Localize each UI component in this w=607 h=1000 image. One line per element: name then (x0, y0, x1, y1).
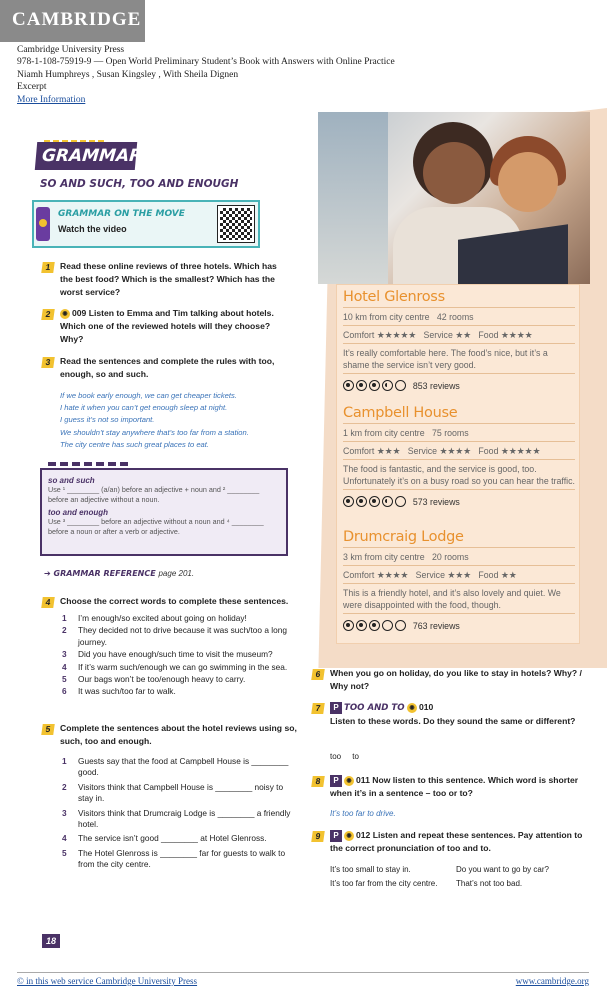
book-metadata (17, 44, 395, 106)
comfort-rating: Comfort ★★★ (343, 446, 401, 456)
question-number: 8 (311, 776, 325, 787)
audio-icon[interactable]: ◉ (344, 831, 354, 841)
question-number: 5 (41, 724, 55, 735)
question-number: 2 (41, 309, 55, 320)
question-4-text: Choose the correct words to complete these sentences. (60, 596, 289, 606)
question-7-text: Listen to these words. Do they sound the same or different? (330, 716, 576, 726)
review-count: 763 reviews (412, 620, 460, 631)
question-8-text: Now listen to this sentence. Which word is shorter when it’s in a sentence – too or to? (330, 775, 579, 798)
example-sentence: I hate it when you can’t get enough sleep at night. (60, 403, 228, 413)
rule-heading: so and such (48, 476, 95, 485)
book-title: 978-1-108-75919-9 — Open World Preliminary Student’s Book with Answers with Online Practice (17, 57, 395, 68)
question-number: 1 (41, 262, 55, 273)
rule-body: Use ¹ ________ (a/an) before an adjective + noun and ² ________ before an adjective without a noun. (48, 485, 260, 504)
example-sentence: The city centre has such great places to eat. (60, 439, 210, 449)
section-subtitle: SO AND SUCH, TOO AND ENOUGH (40, 178, 239, 190)
grammar-on-the-move-box[interactable] (32, 200, 260, 248)
question-number: 4 (41, 597, 55, 608)
cambridge-logo: CAMBRIDGE (0, 0, 145, 42)
audio-icon[interactable]: ◉ (344, 776, 354, 786)
review-text: It’s really comfortable here. The food’s nice, but it’s a shame the service isn’t very good. (343, 348, 548, 370)
food-rating: Food ★★★★★ (478, 446, 541, 456)
footer-divider (17, 972, 589, 973)
review-count: 573 reviews (412, 496, 460, 507)
question-3-text: Read the sentences and complete the rules with too, enough, so and such. (60, 356, 275, 379)
comfort-rating: Comfort ★★★★ (343, 570, 409, 580)
question-7-words: too to (330, 752, 359, 761)
example-sentence: I guess it’s not so important. (60, 415, 155, 425)
list-item: 3 Visitors think that Drumcraig Lodge is ________ a friendly hotel. (62, 807, 291, 830)
excerpt-label: Excerpt (17, 82, 47, 93)
service-rating: Service ★★★★ (407, 446, 472, 456)
question-8-example: It’s too far to drive. (330, 809, 396, 818)
watch-video-link[interactable]: Watch the video (58, 224, 127, 234)
grammar-reference-page: page 201. (158, 569, 195, 578)
rules-box (40, 468, 288, 556)
list-item: 1 I’m enough/so excited about going on holiday! (62, 613, 247, 623)
question-9 (330, 829, 592, 855)
distance: 3 km from city centre (343, 552, 425, 562)
list-item: 4 The service isn’t good ________ at Hotel Glenross. (62, 833, 267, 844)
phone-icon (36, 207, 50, 241)
hotel-reviews-panel (336, 284, 580, 644)
rule-heading: too and enough (48, 508, 108, 517)
review-rating (343, 380, 575, 391)
review-rating (343, 496, 575, 507)
list-item: 3 Did you have enough/such time to visit the museum? (62, 649, 273, 660)
question-7 (330, 701, 592, 728)
service-rating: Service ★★ (423, 330, 472, 340)
question-8 (330, 774, 592, 800)
rooms: 20 rooms (431, 552, 469, 562)
section-title: GRAMMAR (35, 142, 137, 170)
question-9-text: Listen and repeat these sentences. Pay attention to the correct pronunciation of too and to. (330, 830, 583, 853)
hotel-name: Hotel Glenross (343, 289, 445, 305)
hotel-name: Drumcraig Lodge (343, 529, 464, 545)
hotel-review-campbell (343, 405, 575, 507)
example-sentence: If we book early enough, we can get cheaper tickets. (60, 391, 237, 400)
food-rating: Food ★★ (478, 570, 517, 580)
grammar-reference-label: GRAMMAR REFERENCE (53, 569, 156, 578)
copyright-link[interactable]: © in this web service Cambridge University Press (17, 976, 198, 986)
list-item: 2 Visitors think that Campbell House is ________ noisy to stay in. (62, 781, 284, 804)
footer (17, 976, 589, 986)
question-4-items (62, 613, 298, 699)
audio-track: 010 (419, 702, 434, 712)
question-number: 3 (41, 357, 55, 368)
website-link[interactable]: www.cambridge.org (515, 976, 589, 986)
hotel-review-glenross (343, 289, 575, 391)
question-number: 6 (311, 669, 325, 680)
list-item: 2 They decided not to drive because it was such/too a long journey. (62, 625, 287, 647)
pronunciation-icon: P (330, 830, 342, 842)
comfort-rating: Comfort ★★★★★ (343, 330, 417, 340)
audio-track: 009 (72, 308, 87, 318)
question-2 (60, 307, 292, 346)
grammar-on-the-move-label: GRAMMAR ON THE MOVE (58, 209, 185, 219)
service-rating: Service ★★★ (415, 570, 472, 580)
rooms: 42 rooms (436, 312, 474, 322)
list-item: 6 It was such/too far to walk. (62, 686, 176, 697)
list-item: 4 If it’s warm such/enough we can go swimming in the sea. (62, 661, 288, 672)
audio-track: 011 (356, 775, 370, 785)
question-6-text: When you go on holiday, do you like to stay in hotels? Why? / Why not? (330, 668, 582, 691)
distance: 10 km from city centre (343, 312, 430, 322)
qr-code-icon[interactable] (218, 206, 254, 242)
question-9-sentence: It’s too small to stay in. (330, 865, 411, 874)
rooms: 75 rooms (431, 428, 469, 438)
audio-track: 012 (356, 830, 371, 840)
authors: Niamh Humphreys , Susan Kingsley , With Sheila Dignen (17, 69, 239, 80)
question-5-items (62, 756, 298, 872)
review-text: The food is fantastic, and the service is good, too. Unfortunately it’s on a busy road so you can hear the traffic. (343, 464, 575, 486)
question-9-sentence: Do you want to go by car? (456, 865, 549, 874)
audio-icon[interactable]: ◉ (407, 703, 417, 713)
grammar-reference[interactable]: ➔ GRAMMAR REFERENCE page 201. (44, 569, 195, 578)
list-item: 5 Our bags won’t be too/enough heavy to carry. (62, 674, 246, 685)
hotel-review-drumcraig (343, 529, 575, 631)
list-item: 5 The Hotel Glenross is ________ far for guests to walk to from the city centre. (62, 847, 286, 870)
example-sentences (60, 390, 249, 451)
pronunciation-icon: P (330, 702, 342, 714)
list-item: 1 Guests say that the food at Campbell House is ________ good. (62, 756, 289, 778)
question-9-sentence: It’s too far from the city centre. (330, 879, 438, 888)
question-number: 9 (311, 831, 325, 842)
students-photo (318, 112, 590, 284)
page-number: 18 (42, 934, 60, 948)
publisher: Cambridge University Press (17, 45, 125, 55)
audio-icon[interactable]: ◉ (60, 309, 70, 319)
question-7-title: TOO AND TO (344, 703, 405, 713)
distance: 1 km from city centre (343, 428, 425, 438)
rules-decoration (48, 462, 128, 466)
review-text: This is a friendly hotel, and it’s also lovely and quiet. We were disappointed with the food, though. (343, 588, 561, 610)
question-number: 7 (311, 703, 325, 714)
pronunciation-icon: P (330, 775, 342, 787)
question-2-text: Listen to Emma and Tim talking about hotels. Which one of the reviewed hotels will they choose? Why? (60, 308, 274, 344)
review-rating (343, 620, 575, 631)
hotel-name: Campbell House (343, 405, 458, 421)
food-rating: Food ★★★★ (478, 330, 533, 340)
question-9-sentence: That’s not too bad. (456, 879, 523, 888)
question-5-text: Complete the sentences about the hotel reviews using so, such, too and enough. (60, 723, 297, 746)
review-count: 853 reviews (412, 380, 460, 391)
example-sentence: We shouldn’t stay anywhere that’s too far from a station. (60, 427, 249, 437)
question-1-text: Read these online reviews of three hotels. Which has the best food? Which is the smallest? Which has the worst service? (60, 261, 277, 297)
rule-body: Use ³ ________ before an adjective without a noun and ⁴ ________ before a noun or after a verb or adjective. (48, 517, 264, 536)
more-information-link[interactable]: More Information (17, 94, 86, 105)
